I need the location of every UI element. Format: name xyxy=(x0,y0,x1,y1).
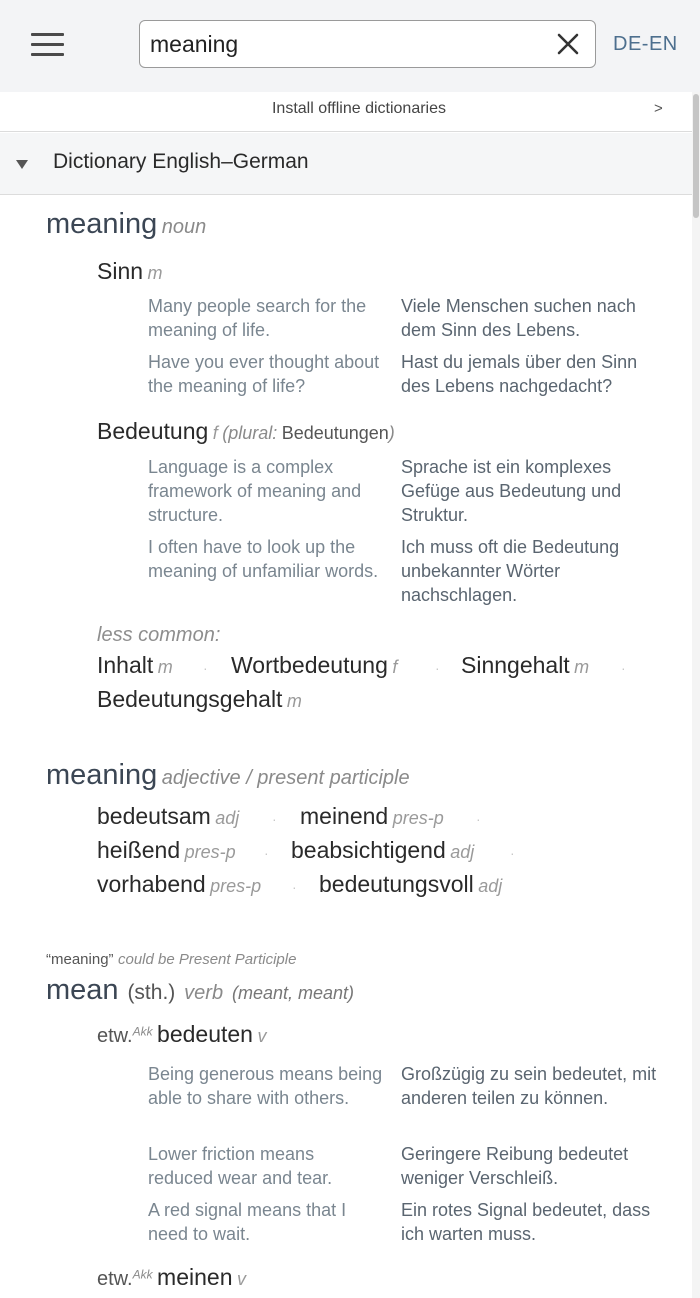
separator-dot: · xyxy=(435,660,440,676)
plural-label: plural: xyxy=(228,423,278,443)
example-de: Sprache ist ein komplexes Gefüge aus Bedeutung und Struktur. xyxy=(401,457,622,525)
verb-forms: (meant, meant) xyxy=(231,983,355,1003)
language-direction-toggle[interactable]: DE-EN xyxy=(613,33,678,55)
triangle-down-icon xyxy=(16,160,28,169)
word-tag: adj xyxy=(450,842,475,862)
separator-dot: · xyxy=(292,879,297,895)
separator-dot: · xyxy=(203,660,208,676)
gender-tag: f xyxy=(212,423,218,443)
search-box xyxy=(139,20,596,68)
translation-meinend[interactable] xyxy=(300,803,444,830)
gender-tag: m xyxy=(147,263,163,283)
headword: meaning xyxy=(46,208,158,240)
word-tag: adj xyxy=(478,876,503,896)
separator-dot: · xyxy=(264,845,269,861)
translation-bedeutungsgehalt[interactable] xyxy=(97,686,302,713)
example-en: I often have to look up the meaning of unfamiliar words. xyxy=(148,537,379,581)
word-tag: pres-p xyxy=(184,842,236,862)
object-placeholder: (sth.) xyxy=(127,981,176,1004)
translation-inhalt[interactable] xyxy=(97,652,173,679)
word-tag: v xyxy=(236,1269,246,1289)
scrollbar-track xyxy=(692,92,700,1298)
case-tag: Akk xyxy=(132,1267,153,1282)
translation-word: Bedeutungsgehalt xyxy=(97,686,283,712)
translation-word: bedeutungsvoll xyxy=(319,871,474,897)
gender-tag: f xyxy=(392,657,398,677)
hamburger-menu-icon[interactable] xyxy=(31,33,64,57)
example-en: Being generous means being able to share with others. xyxy=(148,1064,383,1108)
example-de: Großzügig zu sein bedeutet, mit anderen teilen zu können. xyxy=(401,1064,657,1108)
scrollbar-thumb[interactable] xyxy=(693,94,699,218)
headword: meaning xyxy=(46,759,158,791)
translation-meinen[interactable] xyxy=(97,1264,246,1291)
translation-word: Bedeutung xyxy=(97,418,209,444)
translation-bedeutungsvoll[interactable] xyxy=(319,871,502,898)
close-icon[interactable] xyxy=(555,31,581,57)
translation-beabsichtigend[interactable] xyxy=(291,837,474,864)
gender-tag: m xyxy=(286,691,302,711)
translation-heissend[interactable] xyxy=(97,837,236,864)
separator-dot: · xyxy=(476,811,481,827)
translation-word: meinend xyxy=(300,803,389,829)
example-en: Many people search for the meaning of life. xyxy=(148,296,367,340)
chevron-right-icon: > xyxy=(654,100,663,117)
example-en: A red signal means that I need to wait. xyxy=(148,1200,347,1244)
headword[interactable]: mean xyxy=(46,974,119,1006)
plural-value: Bedeutungen xyxy=(281,423,389,443)
separator-dot: · xyxy=(272,811,277,827)
translation-sinngehalt[interactable] xyxy=(461,652,589,679)
translation-word: heißend xyxy=(97,837,181,863)
separator-dot: · xyxy=(621,660,626,676)
example-en: Have you ever thought about the meaning of life? xyxy=(148,352,380,396)
separator-dot: · xyxy=(510,845,515,861)
translation-sinn[interactable] xyxy=(97,258,163,285)
translation-word: Inhalt xyxy=(97,652,154,678)
dictionary-section-header[interactable] xyxy=(0,133,692,195)
translation-word: Sinn xyxy=(97,258,144,284)
gender-tag: m xyxy=(157,657,173,677)
word-tag: v xyxy=(257,1026,267,1046)
translation-bedeutung[interactable] xyxy=(97,418,395,445)
example-de: Viele Menschen suchen nach dem Sinn des Lebens. xyxy=(401,296,636,340)
translation-bedeuten[interactable] xyxy=(97,1021,266,1048)
top-app-bar xyxy=(0,0,700,92)
example-en: Lower friction means reduced wear and tear. xyxy=(148,1144,333,1188)
translation-word: bedeutsam xyxy=(97,803,211,829)
translation-word: vorhabend xyxy=(97,871,206,897)
gender-tag: m xyxy=(574,657,590,677)
inflection-note xyxy=(46,951,296,969)
part-of-speech: adjective / present participle xyxy=(161,767,410,789)
translation-word: bedeuten xyxy=(157,1021,253,1047)
note-word: “meaning” xyxy=(46,951,114,968)
example-de: Geringere Reibung bedeutet weniger Verschleiß. xyxy=(401,1144,629,1188)
example-de: Hast du jemals über den Sinn des Lebens nachgedacht? xyxy=(401,352,638,396)
entry-headword-line xyxy=(46,208,206,241)
translation-vorhabend[interactable] xyxy=(97,871,261,898)
word-tag: pres-p xyxy=(392,808,444,828)
word-tag: adj xyxy=(215,808,240,828)
translation-wortbedeutung[interactable] xyxy=(231,652,397,679)
plural-close: ) xyxy=(388,423,395,443)
entry-headword-line xyxy=(46,974,354,1007)
object-prefix: etw. xyxy=(97,1268,133,1290)
install-offline-label: Install offline dictionaries xyxy=(271,100,447,117)
translation-bedeutsam[interactable] xyxy=(97,803,239,830)
case-tag: Akk xyxy=(132,1024,153,1039)
word-tag: pres-p xyxy=(210,876,262,896)
part-of-speech: noun xyxy=(161,216,207,238)
example-de: Ein rotes Signal bedeutet, dass ich warten muss. xyxy=(401,1200,651,1244)
example-de: Ich muss oft die Bedeutung unbekannter Wörter nachschlagen. xyxy=(401,537,620,605)
translation-word: Wortbedeutung xyxy=(231,652,388,678)
less-common-label: less common: xyxy=(97,624,221,646)
example-en: Language is a complex framework of meaning and structure. xyxy=(148,457,362,525)
search-input[interactable] xyxy=(150,27,540,61)
section-title: Dictionary English–German xyxy=(53,150,309,173)
plural-open: ( xyxy=(222,423,229,443)
translation-word: Sinngehalt xyxy=(461,652,570,678)
part-of-speech: verb xyxy=(184,982,224,1004)
install-offline-dictionaries-link[interactable] xyxy=(0,92,692,132)
translation-word: beabsichtigend xyxy=(291,837,446,863)
translation-word: meinen xyxy=(157,1264,233,1290)
entry-headword-line xyxy=(46,759,410,792)
object-prefix: etw. xyxy=(97,1025,133,1047)
note-text: could be Present Participle xyxy=(117,951,297,968)
